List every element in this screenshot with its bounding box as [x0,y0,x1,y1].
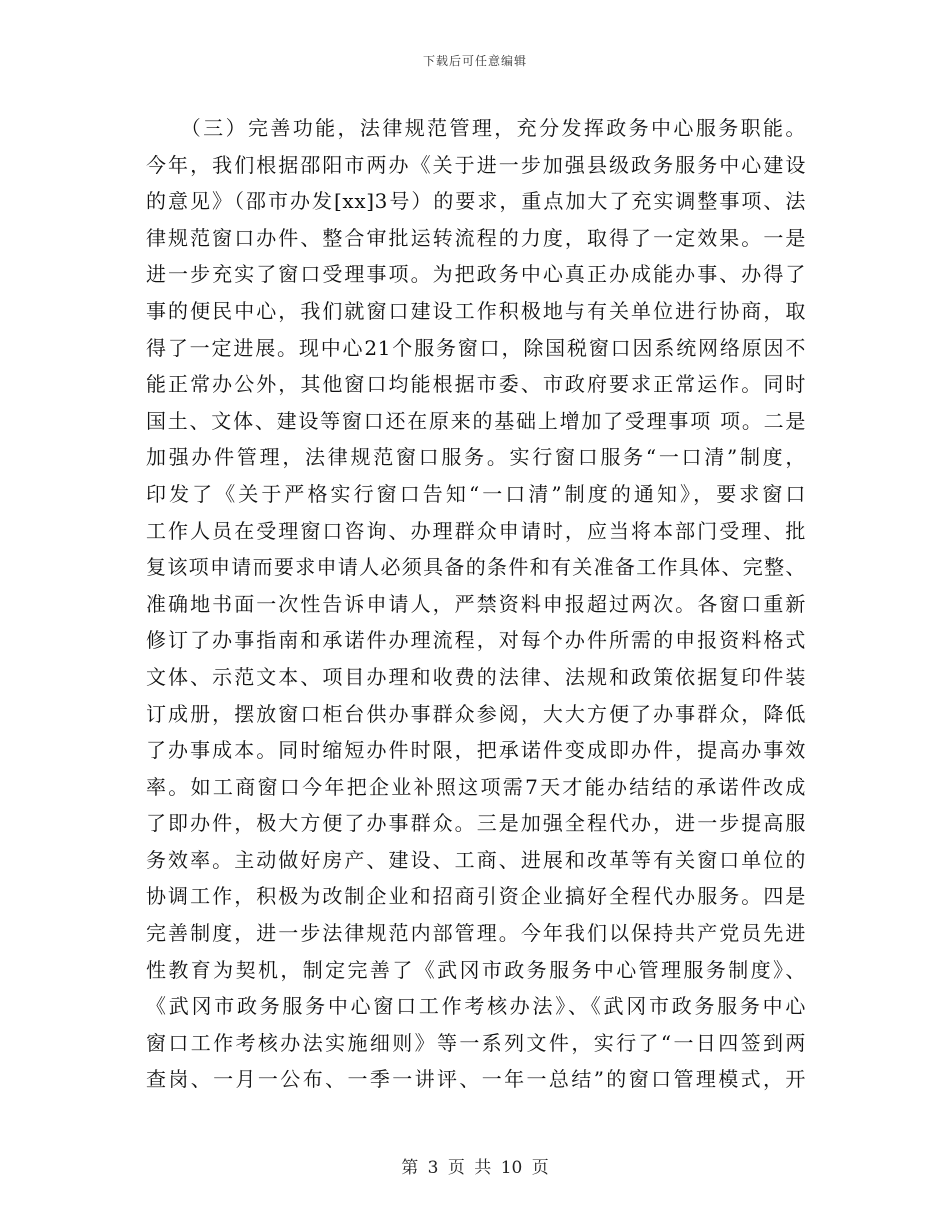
body-line: 事的便民中心，我们就窗口建设工作积极地与有关单位进行协商，取 [146,298,806,323]
body-line: 完善制度，进一步法律规范内部管理。今年我们以保持共产党员先进 [146,921,806,946]
body-line: 务效率。主动做好房产、建设、工商、进展和改革等有关窗口单位的 [146,847,806,872]
body-line: 性教育为契机，制定完善了《武冈市政务服务中心管理服务制度》、 [146,957,806,982]
body-line: 工作人员在受理窗口咨询、办理群众申请时，应当将本部门受理、批 [146,518,806,543]
body-line: 窗口工作考核办法实施细则》等一系列文件，实行了“一日四签到两 [146,1030,806,1055]
body-line: 了即办件，极大方便了办事群众。三是加强全程代办，进一步提高服 [146,811,806,836]
body-line: 《武冈市政务服务中心窗口工作考核办法》、《武冈市政务服务中心 [146,994,806,1019]
page-number-footer: 第 3 页 共 10 页 [401,1158,549,1178]
body-line: 文体、示范文本、项目办理和收费的法律、法规和政策依据复印件装 [146,664,806,689]
body-line: 修订了办事指南和承诺件办理流程，对每个办件所需的申报资料格式 [146,628,806,653]
body-line: 国土、文体、建设等窗口还在原来的基础上增加了受理事项 项。二是 [146,408,806,433]
page-header: 下载后可任意编辑 [422,54,527,68]
body-line: 进一步充实了窗口受理事项。为把政务中心真正办成能办事、办得了 [146,262,806,287]
body-line: 准确地书面一次性告诉申请人，严禁资料申报超过两次。各窗口重新 [146,591,806,616]
body-line: 得了一定进展。现中心21个服务窗口，除国税窗口因系统网络原因不 [146,335,806,360]
body-line: 复该项申请而要求申请人必须具备的条件和有关准备工作具体、完整、 [146,555,806,580]
body-line: 加强办件管理，法律规范窗口服务。实行窗口服务“一口清”制度， [146,445,806,470]
body-line: 的意见》（邵市办发[xx]3号）的要求，重点加大了充实调整事项、法 [146,189,806,214]
body-line: 今年，我们根据邵阳市两办《关于进一步加强县级政务服务中心建设 [146,152,806,177]
body-line: 印发了《关于严格实行窗口告知“一口清”制度的通知》，要求窗口 [146,481,806,506]
body-line: 查岗、一月一公布、一季一讲评、一年一总结”的窗口管理模式，开 [146,1067,806,1092]
body-line: 律规范窗口办件、整合审批运转流程的力度，取得了一定效果。一是 [146,225,806,250]
body-line: 协调工作，积极为改制企业和招商引资企业搞好全程代办服务。四是 [146,884,806,909]
body-line: 能正常办公外，其他窗口均能根据市委、市政府要求正常运作。同时 [146,372,806,397]
body-line: 了办事成本。同时缩短办件时限，把承诺件变成即办件，提高办事效 [146,738,806,763]
body-line: （三）完善功能，法律规范管理，充分发挥政务中心服务职能。 [146,116,806,140]
body-line: 率。如工商窗口今年把企业补照这项需7天才能办结结的承诺件改成 [146,774,806,799]
document-body [146,110,806,1098]
body-line: 订成册，摆放窗口柜台供办事群众参阅，大大方便了办事群众，降低 [146,701,806,726]
